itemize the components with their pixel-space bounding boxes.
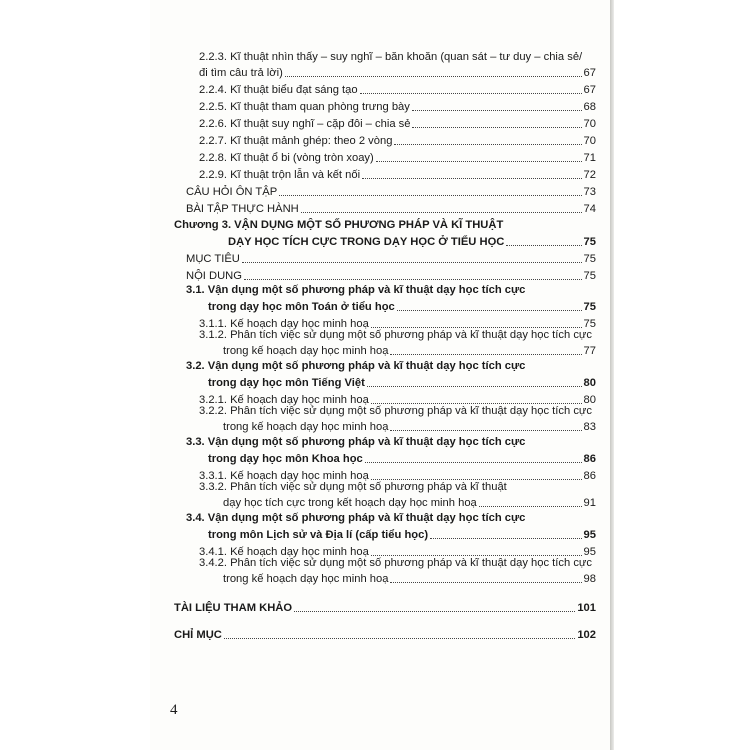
toc-entry-label: trong dạy học môn Khoa học [208, 453, 363, 465]
toc-page-number: 75 [583, 236, 596, 248]
page-number: 4 [170, 702, 178, 718]
toc-page-number: 80 [583, 377, 596, 389]
toc-leader-dots [397, 309, 582, 311]
toc-entry-3-2-2-line1: 3.2.2. Phân tích việc sử dụng một số phương pháp và kĩ thuật dạy học tích cực [199, 405, 592, 417]
toc-section-3-3[interactable] [208, 448, 596, 466]
toc-entry-2-2-4[interactable] [199, 79, 596, 97]
toc-page-number: 101 [577, 602, 596, 614]
toc-section-3-1[interactable] [208, 296, 596, 314]
toc-leader-dots [390, 429, 581, 431]
toc-page-number: 75 [583, 270, 596, 282]
toc-page-number: 75 [583, 253, 596, 265]
toc-entry-label: trong dạy học môn Toán ở tiểu học [208, 301, 395, 313]
toc-entry-2-2-8[interactable] [199, 147, 596, 165]
page-spine-shadow [610, 0, 614, 750]
toc-entry-2-2-9[interactable] [199, 164, 596, 182]
toc-entry-3-3-2-line1: 3.3.2. Phân tích việc sử dụng một số phương pháp và kĩ thuật [199, 481, 507, 493]
toc-entry-label: 2.2.6. Kĩ thuật suy nghĩ – cặp đôi – chia sẻ [199, 118, 411, 130]
toc-leader-dots [224, 637, 575, 639]
toc-entry-label: CÂU HỎI ÔN TẬP [186, 186, 278, 198]
toc-page-number: 73 [583, 186, 596, 198]
toc-page-number: 95 [583, 546, 596, 558]
toc-leader-dots [244, 278, 582, 280]
toc-entry-label: 2.2.4. Kĩ thuật biểu đạt sáng tạo [199, 84, 358, 96]
toc-entry-label: BÀI TẬP THỰC HÀNH [186, 203, 299, 215]
toc-section-3-1-line1: 3.1. Vận dụng một số phương pháp và kĩ thuật dạy học tích cực [186, 284, 526, 296]
toc-entry-label: dạy học tích cực trong kết hoạch dạy học minh hoạ [223, 497, 477, 509]
toc-entry-index[interactable] [174, 624, 596, 642]
toc-page-number: 98 [583, 573, 596, 585]
toc-page-number: 91 [583, 497, 596, 509]
toc-page-number: 95 [583, 529, 596, 541]
toc-leader-dots [301, 211, 582, 213]
toc-entry-3-4-2[interactable] [223, 568, 596, 586]
toc-entry-label: 2.2.7. Kĩ thuật mảnh ghép: theo 2 vòng [199, 135, 393, 147]
toc-entry-label: trong kế hoạch dạy học minh hoạ [223, 573, 389, 585]
toc-page-number: 68 [583, 101, 596, 113]
toc-leader-dots [394, 143, 581, 145]
toc-page-number: 67 [583, 84, 596, 96]
toc-chapter-3-line1: Chương 3. VẬN DỤNG MỘT SỐ PHƯƠNG PHÁP VÀ KĨ THUẬT [174, 219, 504, 231]
toc-leader-dots [390, 581, 581, 583]
toc-entry-review-questions[interactable] [186, 181, 596, 199]
toc-page-number: 102 [577, 629, 596, 641]
toc-entry-2-2-3-line1: 2.2.3. Kĩ thuật nhìn thấy – suy nghĩ – băn khoăn (quan sát – tư duy – chia sẻ/ [199, 51, 583, 63]
toc-entry-label: trong môn Lịch sử và Địa lí (cấp tiểu học) [208, 529, 429, 541]
toc-entry-label: trong kế hoạch dạy học minh hoạ [223, 345, 389, 357]
toc-leader-dots [430, 537, 581, 539]
toc-page-number: 80 [583, 394, 596, 406]
toc-entry-2-2-7[interactable] [199, 130, 596, 148]
toc-leader-dots [390, 353, 581, 355]
toc-entry-label: trong kế hoạch dạy học minh hoạ [223, 421, 389, 433]
toc-entry-label: 2.2.5. Kĩ thuật tham quan phòng trưng bày [199, 101, 410, 113]
toc-leader-dots [367, 385, 582, 387]
toc-entry-content[interactable] [186, 265, 596, 283]
toc-leader-dots [365, 461, 582, 463]
toc-entry-label: 2.2.8. Kĩ thuật ổ bi (vòng tròn xoay) [199, 152, 374, 164]
toc-entry-2-2-5[interactable] [199, 96, 596, 114]
toc-entry-label: DẠY HỌC TÍCH CỰC TRONG DẠY HỌC Ở TIỂU HỌC [228, 236, 505, 248]
toc-entry-2-2-6[interactable] [199, 113, 596, 131]
toc-entry-2-2-3[interactable] [199, 62, 596, 80]
toc-chapter-3[interactable] [228, 231, 596, 249]
toc-page-number: 71 [583, 152, 596, 164]
toc-section-3-2-line1: 3.2. Vận dụng một số phương pháp và kĩ thuật dạy học tích cực [186, 360, 526, 372]
toc-page-number: 75 [583, 318, 596, 330]
toc-leader-dots [376, 160, 582, 162]
toc-entry-label: đi tìm câu trả lời) [199, 67, 283, 79]
toc-entry-label: MỤC TIÊU [186, 253, 240, 265]
toc-entry-label: 3.4.1. Kế hoạch dạy học minh hoạ [199, 546, 369, 558]
toc-leader-dots [362, 177, 581, 179]
toc-leader-dots [242, 261, 582, 263]
toc-section-3-2[interactable] [208, 372, 596, 390]
toc-section-3-3-line1: 3.3. Vận dụng một số phương pháp và kĩ thuật dạy học tích cực [186, 436, 526, 448]
toc-entry-3-1-2[interactable] [223, 340, 596, 358]
toc-section-3-4[interactable] [208, 524, 596, 542]
toc-page-number: 67 [583, 67, 596, 79]
toc-entry-3-2-2[interactable] [223, 416, 596, 434]
toc-leader-dots [285, 75, 582, 77]
toc-entry-label: NỘI DUNG [186, 270, 242, 282]
toc-leader-dots [412, 109, 582, 111]
toc-entry-label: 3.1.1. Kế hoạch dạy học minh hoạ [199, 318, 369, 330]
toc-page-number: 70 [583, 135, 596, 147]
toc-entry-3-1-2-line1: 3.1.2. Phân tích việc sử dụng một số phương pháp và kĩ thuật dạy học tích cực [199, 329, 592, 341]
toc-page-number: 74 [583, 203, 596, 215]
toc-leader-dots [294, 610, 575, 612]
toc-entry-label: 3.2.1. Kế hoạch dạy học minh hoạ [199, 394, 369, 406]
toc-section-3-4-line1: 3.4. Vận dụng một số phương pháp và kĩ thuật dạy học tích cực [186, 512, 526, 524]
toc-entry-label: trong dạy học môn Tiếng Việt [208, 377, 365, 389]
toc-entry-label: CHỈ MỤC [174, 629, 222, 641]
toc-entry-label: TÀI LIỆU THAM KHẢO [174, 602, 293, 614]
toc-entry-objectives[interactable] [186, 248, 596, 266]
toc-page-number: 86 [583, 470, 596, 482]
toc-page-number: 77 [583, 345, 596, 357]
toc-entry-label: 2.2.9. Kĩ thuật trộn lẫn và kết nối [199, 169, 361, 181]
toc-leader-dots [412, 126, 581, 128]
toc-leader-dots [506, 244, 581, 246]
toc-page-number: 83 [583, 421, 596, 433]
toc-leader-dots [360, 92, 582, 94]
toc-page-number: 72 [583, 169, 596, 181]
toc-entry-3-4-2-line1: 3.4.2. Phân tích việc sử dụng một số phương pháp và kĩ thuật dạy học tích cực [199, 557, 592, 569]
toc-entry-practice-exercises[interactable] [186, 198, 596, 216]
toc-entry-label: 3.3.1. Kế hoạch dạy học minh hoạ [199, 470, 369, 482]
toc-entry-references[interactable] [174, 597, 596, 615]
toc-page-number: 75 [583, 301, 596, 313]
toc-leader-dots [279, 194, 581, 196]
toc-page-number: 70 [583, 118, 596, 130]
toc-leader-dots [479, 505, 582, 507]
toc-entry-3-3-2[interactable] [223, 492, 596, 510]
toc-page-number: 86 [583, 453, 596, 465]
